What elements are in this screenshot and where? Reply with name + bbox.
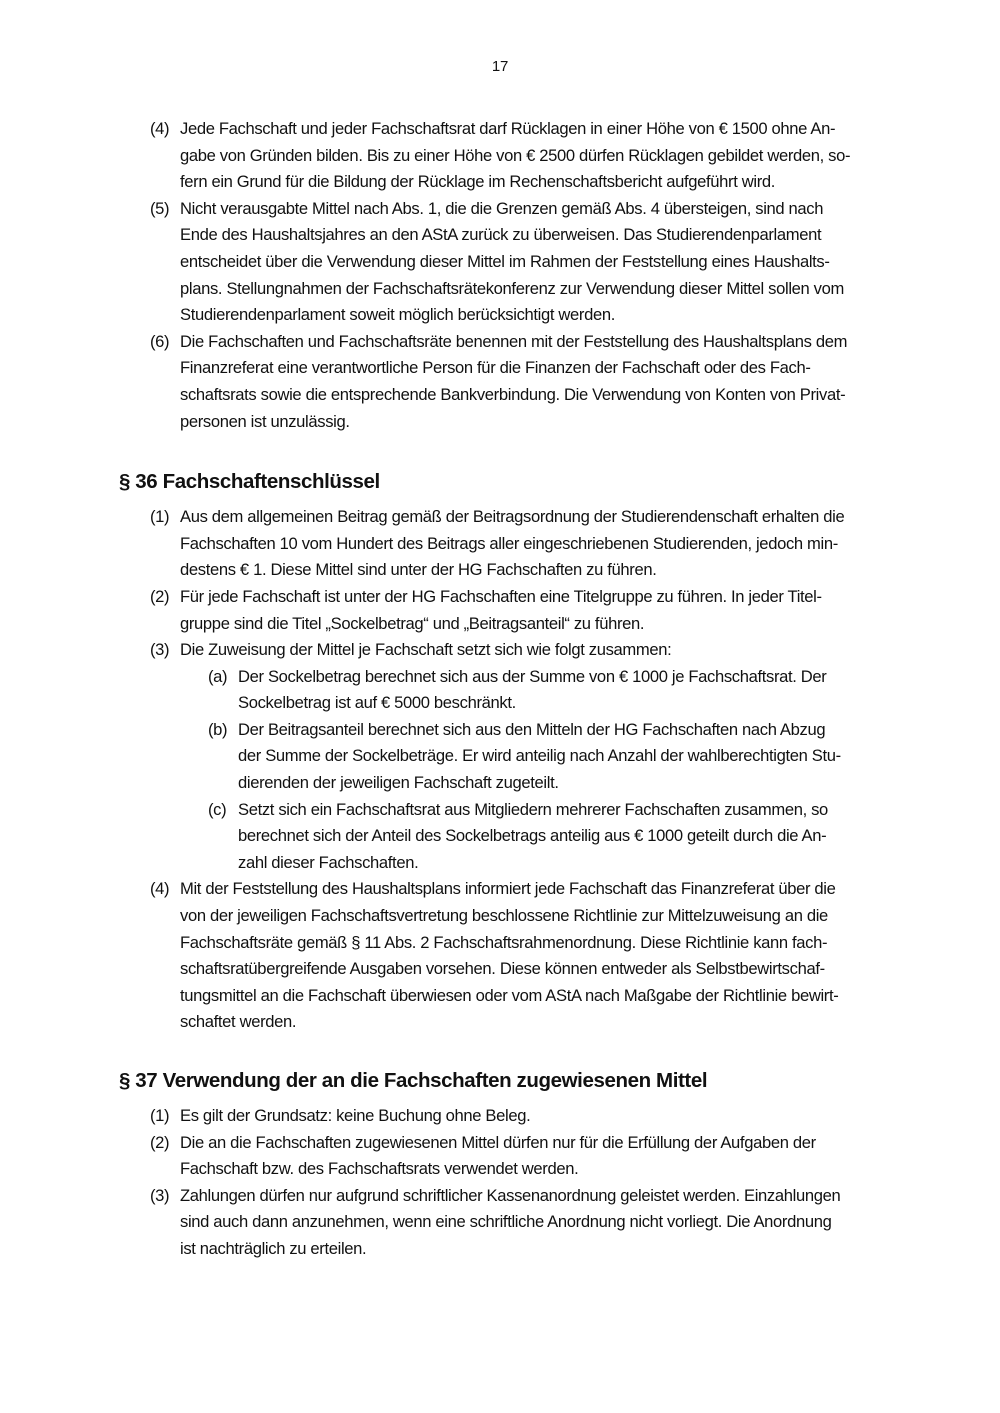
item-text [180,504,880,584]
item-number: (4) [150,119,170,138]
text-line: ist nachträglich zu erteilen. [180,1238,367,1258]
text-line: Fachschaftsräte gemäß § 11 Abs. 2 Fachschaftsrahmenordnung. Diese Richtlinie kann fach- [180,932,828,952]
text-line: destens € 1. Diese Mittel sind unter der HG Fachschaften zu führen. [180,560,657,580]
text-line: Nicht verausgabte Mittel nach Abs. 1, die die Grenzen gemäß Abs. 4 übersteigen, sind nach [180,198,824,218]
text-line: berechnet sich der Anteil des Sockelbetrags anteilig aus € 1000 geteilt durch die An- [238,826,827,846]
text-line: entscheidet über die Verwendung dieser Mittel im Rahmen der Feststellung eines Haushalts- [180,251,830,271]
text-line: Zahlungen dürfen nur aufgrund schriftlicher Kassenanordnung geleistet werden. Einzahlungen [180,1185,841,1205]
text-line: Für jede Fachschaft ist unter der HG Fachschaften eine Titelgruppe zu führen. In jeder Titel- [180,586,822,606]
text-line: Jede Fachschaft und jeder Fachschaftsrat darf Rücklagen in einer Höhe von € 1500 ohne An- [180,119,836,138]
subitem-text [238,664,880,717]
paragraph-37-1 [150,1103,880,1130]
subitem-text [238,717,880,797]
item-text [180,116,880,196]
text-line: Die Zuweisung der Mittel je Fachschaft setzt sich wie folgt zusammen: [180,640,672,660]
text-line: Aus dem allgemeinen Beitrag gemäß der Beitragsordnung der Studierendenschaft erhalten die [180,507,845,527]
paragraph-35-6 [150,329,880,435]
text-line: Die Fachschaften und Fachschaftsräte benennen mit der Feststellung des Haushaltsplans dem [180,331,848,351]
subitem-letter: (b) [208,719,228,739]
item-text [180,329,880,435]
subitem-text [238,797,880,877]
text-line: zahl dieser Fachschaften. [238,852,419,872]
item-text [180,637,880,664]
subparagraph-36-3-b [208,717,880,797]
item-number: (5) [150,198,170,218]
paragraph-36-3 [150,637,880,664]
text-line: Fachschaften 10 vom Hundert des Beitrags aller eingeschriebenen Studierenden, jedoch min- [180,533,838,553]
item-text [180,876,880,1036]
paragraph-35-5 [150,196,880,329]
text-line: sind auch dann anzunehmen, wenn eine schriftliche Anordnung nicht vorliegt. Die Anordnung [180,1212,832,1232]
text-line: Ende des Haushaltsjahres an den AStA zurück zu überweisen. Das Studierendenparlament [180,225,822,245]
text-line: Setzt sich ein Fachschaftsrat aus Mitgliedern mehrerer Fachschaften zusammen, so [238,799,828,819]
text-line: von der jeweiligen Fachschaftsvertretung beschlossene Richtlinie zur Mittelzuweisung an die [180,906,828,926]
text-line: Mit der Feststellung des Haushaltsplans informiert jede Fachschaft das Finanzreferat über die [180,879,836,899]
text-line: Der Beitragsanteil berechnet sich aus den Mitteln der HG Fachschaften nach Abzug [238,719,826,739]
paragraph-37-2 [150,1130,880,1183]
paragraph-35-4 [150,116,880,196]
text-line: personen ist unzulässig. [180,411,350,431]
text-line: schaftsratübergreifende Ausgaben vorsehen. Diese können entweder als Selbstbewirtschaf- [180,959,825,979]
text-line: fern ein Grund für die Bildung der Rücklage im Rechenschaftsbericht aufgeführt wird. [180,172,776,192]
text-line: dierenden der jeweiligen Fachschaft zugeteilt. [238,773,559,793]
item-text [180,1103,880,1130]
text-line: Fachschaft bzw. des Fachschaftsrats verwendet werden. [180,1159,579,1179]
item-number: (1) [150,507,170,527]
text-line: der Summe der Sockelbeträge. Er wird anteilig nach Anzahl der wahlberechtigten Stu- [238,746,841,766]
text-line: Der Sockelbetrag berechnet sich aus der Summe von € 1000 je Fachschaftsrat. Der [238,666,827,686]
text-line: gabe von Gründen bilden. Bis zu einer Höhe von € 2500 dürfen Rücklagen gebildet werden, so- [180,145,851,165]
section-37-heading: § 37 Verwendung der an die Fachschaften zugewiesenen Mittel [119,1069,708,1092]
document-body [119,116,880,1263]
paragraph-36-4 [150,876,880,1036]
item-number: (1) [150,1106,170,1125]
text-line: gruppe sind die Titel „Sockelbetrag“ und „Beitragsanteil“ zu führen. [180,613,645,633]
paragraph-37-3 [150,1183,880,1263]
subparagraph-36-3-a [208,664,880,717]
subitem-letter: (c) [208,799,227,819]
text-line: schaftet werden. [180,1012,297,1032]
page-number: 17 [491,58,509,75]
item-text [180,1130,880,1183]
text-line: Finanzreferat eine verantwortliche Person für die Finanzen der Fachschaft oder des Fach- [180,358,811,378]
item-number: (2) [150,1132,170,1152]
text-line: Sockelbetrag ist auf € 5000 beschränkt. [238,693,516,713]
item-number: (3) [150,1185,170,1205]
item-text [180,1183,880,1263]
text-line: tungsmittel an die Fachschaft überwiesen oder vom AStA nach Maßgabe der Richtlinie bewirt- [180,985,839,1005]
section-36-heading: § 36 Fachschaftenschlüssel [119,470,380,494]
text-line: plans. Stellungnahmen der Fachschaftsrätekonferenz zur Verwendung dieser Mittel sollen vom [180,278,844,298]
item-number: (4) [150,879,170,899]
paragraph-36-2 [150,584,880,637]
item-number: (6) [150,331,170,351]
paragraph-36-1 [150,504,880,584]
text-line: Studierendenparlament soweit möglich berücksichtigt werden. [180,305,615,325]
text-line: schaftsrats sowie die entsprechende Bankverbindung. Die Verwendung von Konten von Privat- [180,384,846,404]
text-line: Die an die Fachschaften zugewiesenen Mittel dürfen nur für die Erfüllung der Aufgaben der [180,1132,816,1152]
subitem-letter: (a) [208,666,228,686]
item-text [180,196,880,329]
subparagraph-36-3-c [208,797,880,877]
item-text [180,584,880,637]
item-number: (3) [150,640,170,660]
item-number: (2) [150,586,170,606]
text-line: Es gilt der Grundsatz: keine Buchung ohne Beleg. [180,1106,531,1125]
